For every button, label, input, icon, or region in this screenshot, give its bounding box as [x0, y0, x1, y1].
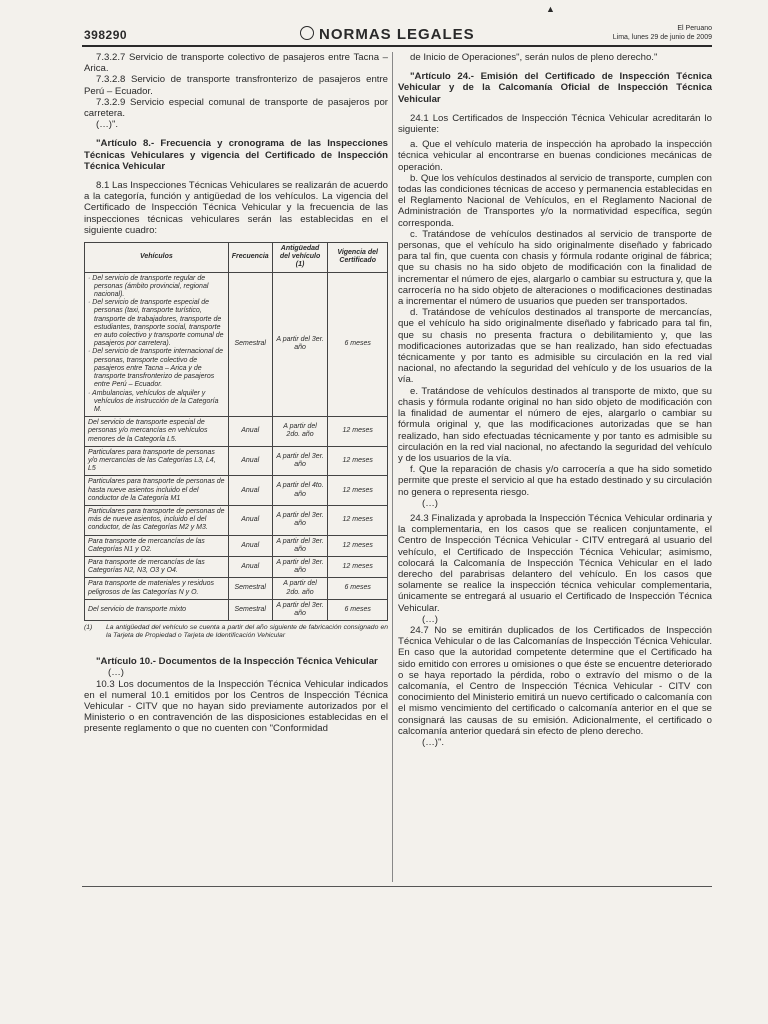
ellipsis: (…) — [422, 613, 438, 625]
table-header-row — [85, 243, 388, 273]
header-rule — [82, 45, 712, 47]
validity-cell: 6 meses — [328, 599, 388, 620]
masthead-text: NORMAS LEGALES — [319, 26, 475, 43]
table-row — [85, 556, 388, 577]
frequency-cell: Semestral — [228, 578, 272, 599]
vehicle-cell: Para transporte de mercancías de las Categorías N1 y O2. — [85, 535, 229, 556]
validity-cell: 6 meses — [328, 272, 388, 416]
table-row — [85, 578, 388, 599]
paragraph-b: b. Que los vehículos destinados al servicio de transporte, cumplen con todas las condiciones técnicas de acceso y permanencia establecidas en el Reglamento Nacional de Vehículos, en el Reglamento Nacional de Administración de Transportes y/o la normatividad específica, según corresponda. — [398, 172, 712, 229]
age-cell: A partir del 3er. año — [272, 556, 328, 577]
ellipsis: (…) — [422, 497, 438, 509]
ellipsis: (…)". — [422, 736, 445, 748]
validity-cell: 12 meses — [328, 446, 388, 476]
paragraph-c: c. Tratándose de vehículos destinados al servicio de transporte de personas, que el vehículo ha sido originalmente diseñado y fabricado para tal fin, que cuenta con chasis y fórmula rodante original de fábrica; que su chasis no ha sido objeto de modificación con la finalidad de incrementar el número de ejes, alargarlo o cambiar su estructura y, que la carrocería no ha sido objeto de alteraciones o modificaciones destinadas a incrementar el número de usuarios que pueden ser transportados. — [398, 228, 712, 308]
vehicle-cell: Para transporte de materiales y residuos peligrosos de las Categorías N y O. — [85, 578, 229, 599]
paragraph: 7.3.2.9 Servicio especial comunal de transporte de pasajeros por carretera. — [84, 96, 388, 120]
table-row — [85, 535, 388, 556]
age-cell: A partir del 2do. año — [272, 578, 328, 599]
paragraph-d: d. Tratándose de vehículos destinados al transporte de mercancías, que el vehículo ha sido originalmente diseñado y fabricado para tal fin, que su chasis no presenta fractura o debilitamiento y, que las modificaciones autorizadas que se han realizado, han sido efectuadas técnicamente y por tanto es admisible su circulación en la red vial nacional, no afectando la seguridad del vehículo y de los usuarios de la vía. — [398, 307, 712, 386]
paragraph-8-1: 8.1 Las Inspecciones Técnicas Vehiculares se realizarán de acuerdo a la categoría, función y antigüedad de los vehículos. La vigencia del Certificado de Inspección Técnica Vehicular y la frecuencia de las inspecciones técnicas vehiculares serán las establecidas en el siguiente cuadro: — [84, 180, 388, 236]
vehicle-cell — [85, 272, 229, 416]
paragraph-f: f. Que la reparación de chasis y/o carrocería a que ha sido sometido permite que preste el servicio al que ha estado destinado y su circulación no genera o representa riesgo. — [398, 464, 712, 498]
paragraph-24-1: 24.1 Los Certificados de Inspección Técnica Vehicular acreditarán lo siguiente: — [398, 112, 712, 136]
validity-cell: 12 meses — [328, 417, 388, 447]
vehicle-cell: Del servicio de transporte mixto — [85, 599, 229, 620]
validity-cell: 12 meses — [328, 535, 388, 556]
age-cell: A partir del 3er. año — [272, 505, 328, 535]
frequency-cell: Anual — [228, 505, 272, 535]
ellipsis: (…) — [108, 667, 124, 679]
vehicle-cell: Particulares para transporte de personas y/o mercancías de las Categorías L3, L4, L5 — [85, 446, 229, 476]
header-validity: Vigencia del Certificado — [328, 243, 388, 273]
paragraph-e: e. Tratándose de vehículos destinados al transporte de mixto, que su chasis y fórmula rodante original no han sido objeto de modificación con la finalidad de aumentar el número de ejes, alargarlo o cambiar su fórmula original y, que las modificaciones autorizadas que se han realizado, han sido efectuadas técnicamente y por tanto es admisible su circulación en la red vial nacional, no afectando la seguridad del vehículo y de los usuarios de la vía. — [398, 385, 712, 464]
footnote-key: (1) — [84, 624, 93, 632]
paragraph-24-3: 24.3 Finalizada y aprobada la Inspección Técnica Vehicular ordinaria y la complementaria, en los casos que se realicen conjuntamente, el Centro de Inspección Técnica Vehicular - CITV entregará al usuario del vehículo, el Certificado de Inspección Técnica Vehicular; asimismo, colocará la Calcomanía de Inspección Técnica Vehicular en el lado derecho del parabrisas delantero del vehículo. En los casos que solamente se realice la inspección técnica vehicular complementaria, únicamente se entregará al usuario el Certificado de Inspección Técnica Vehicular. — [398, 512, 712, 614]
list-item: · Del servicio de transporte regular de personas (ámbito provincial, regional nacional). — [88, 274, 209, 299]
paragraph: (…)". — [96, 119, 119, 131]
publication-date: Lima, lunes 29 de junio de 2009 — [612, 34, 712, 41]
age-cell: A partir del 3er. año — [272, 599, 328, 620]
article-8-title: "Artículo 8.- Frecuencia y cronograma de las Inspecciones Técnicas Vehiculares y vigencia del Certificado de Inspección Técnica Vehicular — [84, 138, 388, 172]
age-cell: A partir del 3er. año — [272, 446, 328, 476]
table-row — [85, 417, 388, 447]
validity-cell: 12 meses — [328, 505, 388, 535]
paragraph: de Inicio de Operaciones", serán nulos de pleno derecho." — [410, 52, 658, 63]
header-vehicles: Vehículos — [85, 243, 229, 273]
frequency-cell: Anual — [228, 535, 272, 556]
page-number: 398290 — [84, 28, 128, 42]
paragraph-a: a. Que el vehículo materia de inspección ha aprobado la inspección técnica vehicular al encontrarse en buenas condiciones mecánicas de operación. — [398, 139, 712, 173]
validity-cell: 12 meses — [328, 556, 388, 577]
publication-info — [613, 24, 712, 42]
frequency-cell: Anual — [228, 417, 272, 447]
paragraph: 7.3.2.8 Servicio de transporte transfronterizo de pasajeros entre Perú – Ecuador. — [84, 74, 388, 97]
publisher-name: El Peruano — [677, 25, 712, 32]
frequency-cell: Anual — [228, 556, 272, 577]
table-row — [85, 505, 388, 535]
validity-cell: 6 meses — [328, 578, 388, 599]
footer-rule — [82, 886, 712, 887]
table-row — [85, 446, 388, 476]
paragraph-10-3: 10.3 Los documentos de la Inspección Técnica Vehicular indicados en el numeral 10.1 emitidos por los Centros de Inspección Técnica Vehicular - CITV que no hayan sido previamente autorizados por el Ministerio o en contravención de las disposiciones establecidas en el presente reglamento o que no cuenten con "Conformidad — [84, 678, 388, 735]
table-row — [85, 476, 388, 506]
age-cell: A partir del 3er. año — [272, 272, 328, 416]
vehicle-cell: Particulares para transporte de personas de hasta nueve asientos incluido el del conductor de la Categoría M1 — [85, 476, 229, 506]
age-cell: A partir del 3er. año — [272, 535, 328, 556]
masthead-title — [300, 26, 475, 43]
vehicle-cell: Del servicio de transporte especial de personas y/o mercancías en vehículos menores de la Categoría L5. — [85, 417, 229, 447]
header-frequency: Frecuencia — [228, 243, 272, 273]
age-cell: A partir del 4to. año — [272, 476, 328, 506]
list-item: · Del servicio de transporte internacional de personas, transporte colectivo de pasajeros entre Tacna – Arica y de transporte transfronterizo de pasajeros entre Perú – Ecuador. — [88, 348, 224, 389]
paragraph: 7.3.2.7 Servicio de transporte colectivo de pasajeros entre Tacna – Arica. — [84, 52, 388, 75]
scan-mark-icon: ▲ — [546, 4, 555, 14]
list-item: · Del servicio de transporte especial de personas (taxi, transporte turístico, transporte de trabajadores, transporte de estudiantes, transporte social, transporte en auto colectivo y transporte comunal de pasajeros por carretera). — [88, 299, 224, 348]
vehicle-cell: Para transporte de mercancías de las Categorías N2, N3, O3 y O4. — [85, 556, 229, 577]
frequency-cell: Anual — [228, 446, 272, 476]
frequency-cell: Semestral — [228, 272, 272, 416]
footnote-text: La antigüedad del vehículo se cuenta a partir del año siguiente de fabricación consignado en la Tarjeta de Propiedad o Tarjeta de Identificación Vehicular — [106, 624, 388, 640]
article-10-title: "Artículo 10.- Documentos de la Inspección Técnica Vehicular — [96, 656, 378, 668]
table-row — [85, 272, 388, 416]
column-separator — [392, 52, 393, 882]
coat-of-arms-icon — [300, 26, 314, 40]
age-cell: A partir del 2do. año — [272, 417, 328, 447]
article-24-title: "Artículo 24.- Emisión del Certificado de Inspección Técnica Vehicular y de la Calcomanía Oficial de Inspección Técnica Vehicular — [398, 71, 712, 105]
table-row — [85, 599, 388, 620]
paragraph-24-7: 24.7 No se emitirán duplicados de los Certificados de Inspección Técnica Vehicular o de las Calcomanías de Inspección Técnica Vehicular. En caso que la autoridad competente determine que el Certificado ha sido emitido con errores u omisiones o que éste se encuentre deteriorado o se haya reportado la pérdida, robo o extravío del mismo o de la calcomanía, el Centro de Inspección Técnica Vehicular - CITV con conocimiento del Ministerio emitirá un nuevo certificado o calcomanía con el mismo vencimiento del certificado o calcomanía anterior en el que se consignará las causas de su emisión. Adicionalmente, el certificado o calcomanía anterior quedará sin efecto de pleno derecho. — [398, 624, 712, 737]
inspection-frequency-table — [84, 242, 388, 621]
frequency-cell: Anual — [228, 476, 272, 506]
list-item: · Ambulancias, vehículos de alquiler y vehículos de instrucción de la Categoría M. — [88, 389, 219, 413]
header-age: Antigüedad del vehículo (1) — [272, 243, 328, 273]
left-column — [84, 52, 388, 735]
validity-cell: 12 meses — [328, 476, 388, 506]
frequency-cell: Semestral — [228, 599, 272, 620]
table-footnote — [84, 624, 388, 640]
right-column — [398, 52, 712, 748]
vehicle-cell: Particulares para transporte de personas de más de nueve asientos, incluido el del conductor, de las Categorías M2 y M3. — [85, 505, 229, 535]
